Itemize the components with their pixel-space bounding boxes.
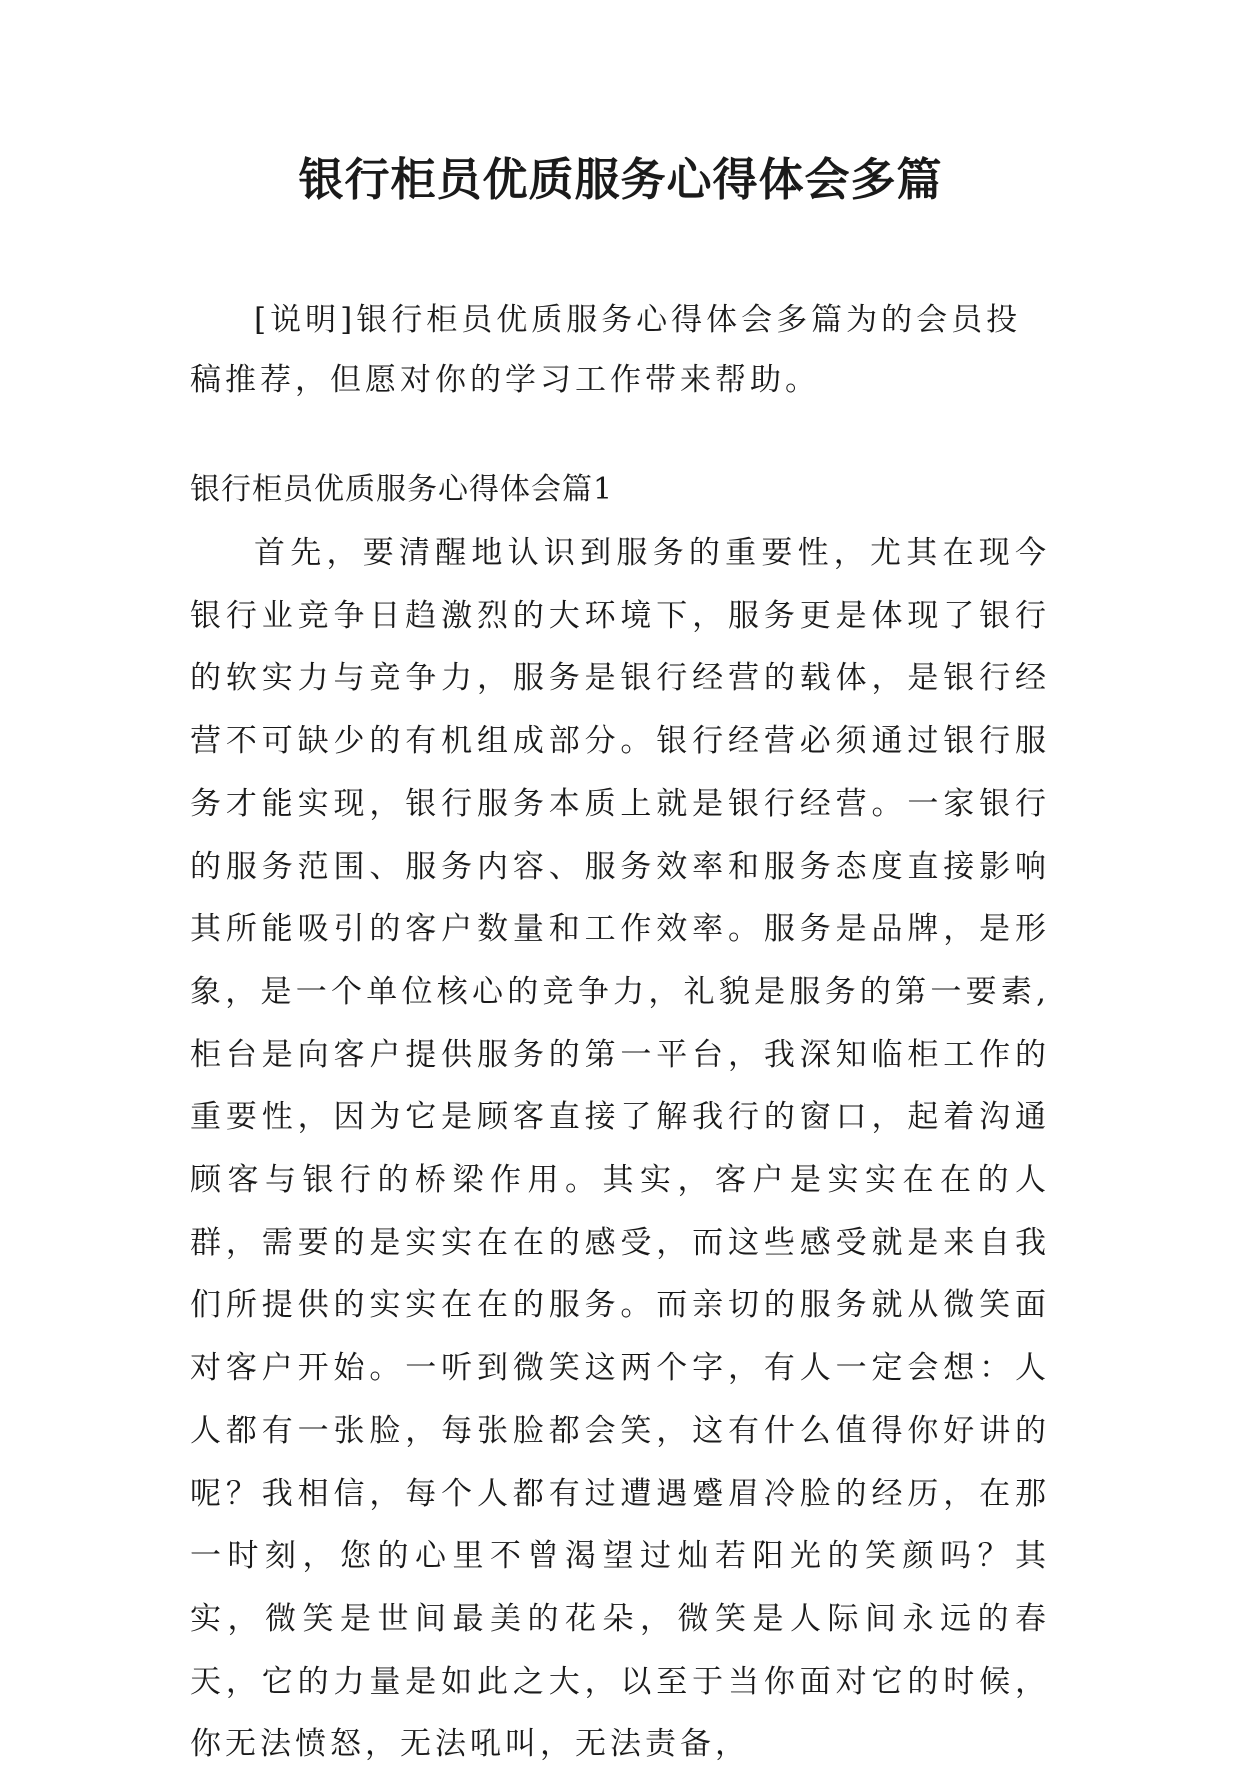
intro-paragraph: [说明]银行柜员优质服务心得体会多篇为的会员投稿推荐，但愿对你的学习工作带来帮助。 — [190, 302, 1022, 398]
body-paragraph: 首先，要清醒地认识到服务的重要性，尤其在现今银行业竞争日趋激烈的大环境下，服务更是体现了银行的软实力与竞争力，服务是银行经营的载体，是银行经营不可缺少的有机组成部分。银行经营必须通过银行服务才能实现，银行服务本质上就是银行经营。一家银行的服务范围、服务内容、服务效率和服务态度直接影响其所能吸引的客户数量和工作效率。服务是品牌，是形象，是一个单位核心的竞争力，礼貌是服务的第一要素,柜台是向客户提供服务的第一平台，我深知临柜工作的重要性，因为它是顾客直接了解我行的窗口，起着沟通顾客与银行的桥梁作用。其实，客户是实实在在的人群，需要的是实实在在的感受，而这些感受就是来自我们所提供的实实在在的服务。而亲切的服务就从微笑面对客户开始。一听到微笑这两个字，有人一定会想：人人都有一张脸，每张脸都会笑，这有什么值得你好讲的呢？我相信，每个人都有过遭遇蹙眉冷脸的经历，在那一时刻，您的心里不曾渴望过灿若阳光的笑颜吗？其实，微笑是世间最美的花朵，微笑是人际间永远的春天，它的力量是如此之大，以至于当你面对它的时候，你无法愤怒，无法吼叫，无法责备， — [190, 535, 1050, 1763]
section-heading: 银行柜员优质服务心得体会篇1 — [190, 472, 614, 507]
document-title: 银行柜员优质服务心得体会多篇 — [298, 153, 943, 206]
